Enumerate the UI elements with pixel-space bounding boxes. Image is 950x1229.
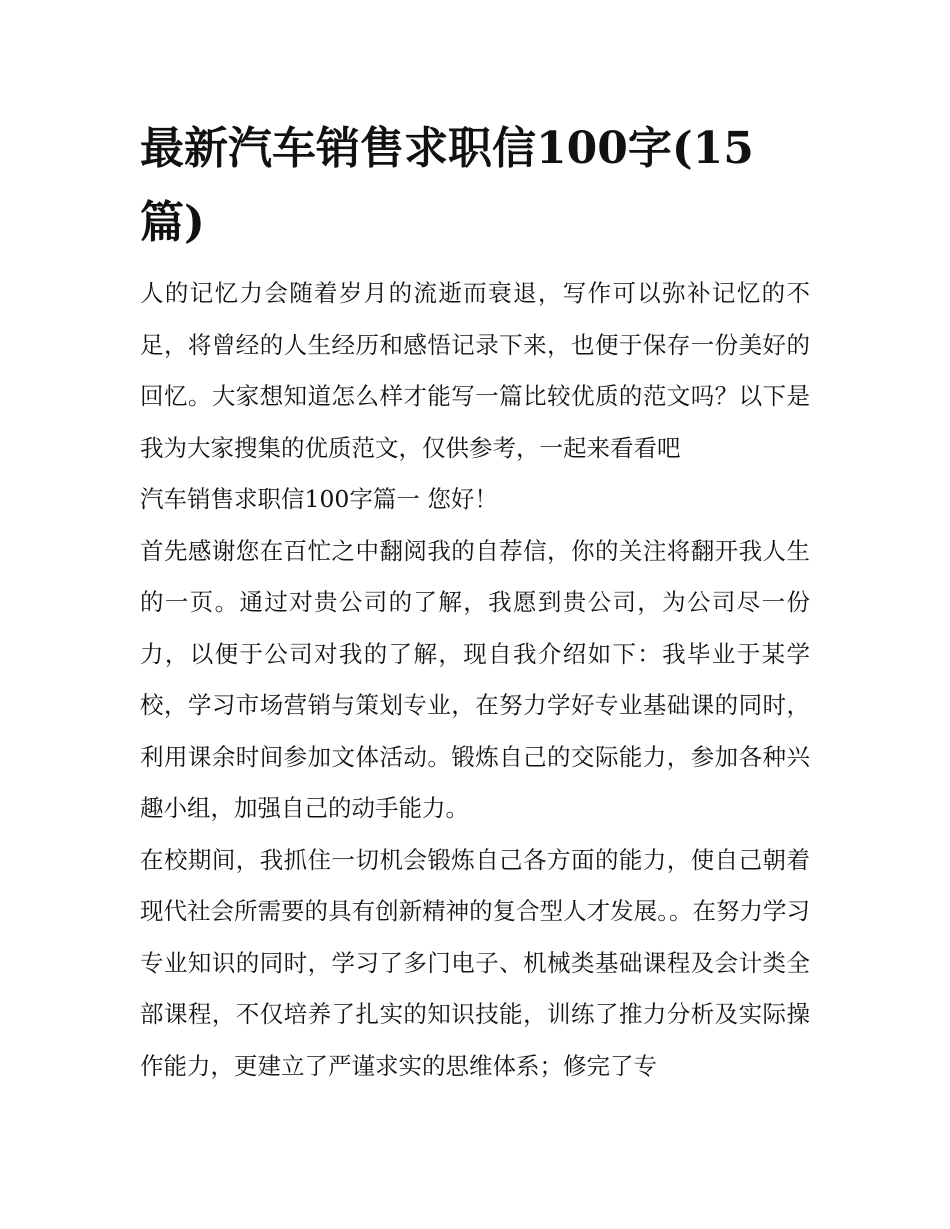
paragraph-school-experience: 在校期间，我抓住一切机会锻炼自己各方面的能力，使自己朝着现代社会所需要的具有创新精神的复合型人才发展。。在努力学习专业知识的同时，学习了多门电子、机械类基础课程及会计类全部课程，不仅培养了扎实的知识技能，训练了推力分析及实际操作能力，更建立了严谨求实的思维体系；修完了专 [140,845,810,1080]
document-title: 最新汽车销售求职信100字(15篇) [140,123,754,248]
paragraph-intro: 人的记忆力会随着岁月的流逝而衰退，写作可以弥补记忆的不足，将曾经的人生经历和感悟记录下来，也便于保存一份美好的回忆。大家想知道怎么样才能写一篇比较优质的范文吗？以下是我为大家搜集的优质范文，仅供参考，一起来看看吧 [140,279,810,462]
paragraph-heading-greeting: 汽车销售求职信100字篇一 您好！ [140,485,498,513]
document-body [140,268,810,1092]
paragraph-self-introduction: 首先感谢您在百忙之中翻阅我的自荐信，你的关注将翻开我人生的一页。通过对贵公司的了解，我愿到贵公司，为公司尽一份力，以便于公司对我的了解，现自我介绍如下：我毕业于某学校，学习市场营销与策划专业，在努力学好专业基础课的同时，利用课余时间参加文体活动。锻炼自己的交际能力，参加各种兴趣小组，加强自己的动手能力。 [140,536,810,822]
